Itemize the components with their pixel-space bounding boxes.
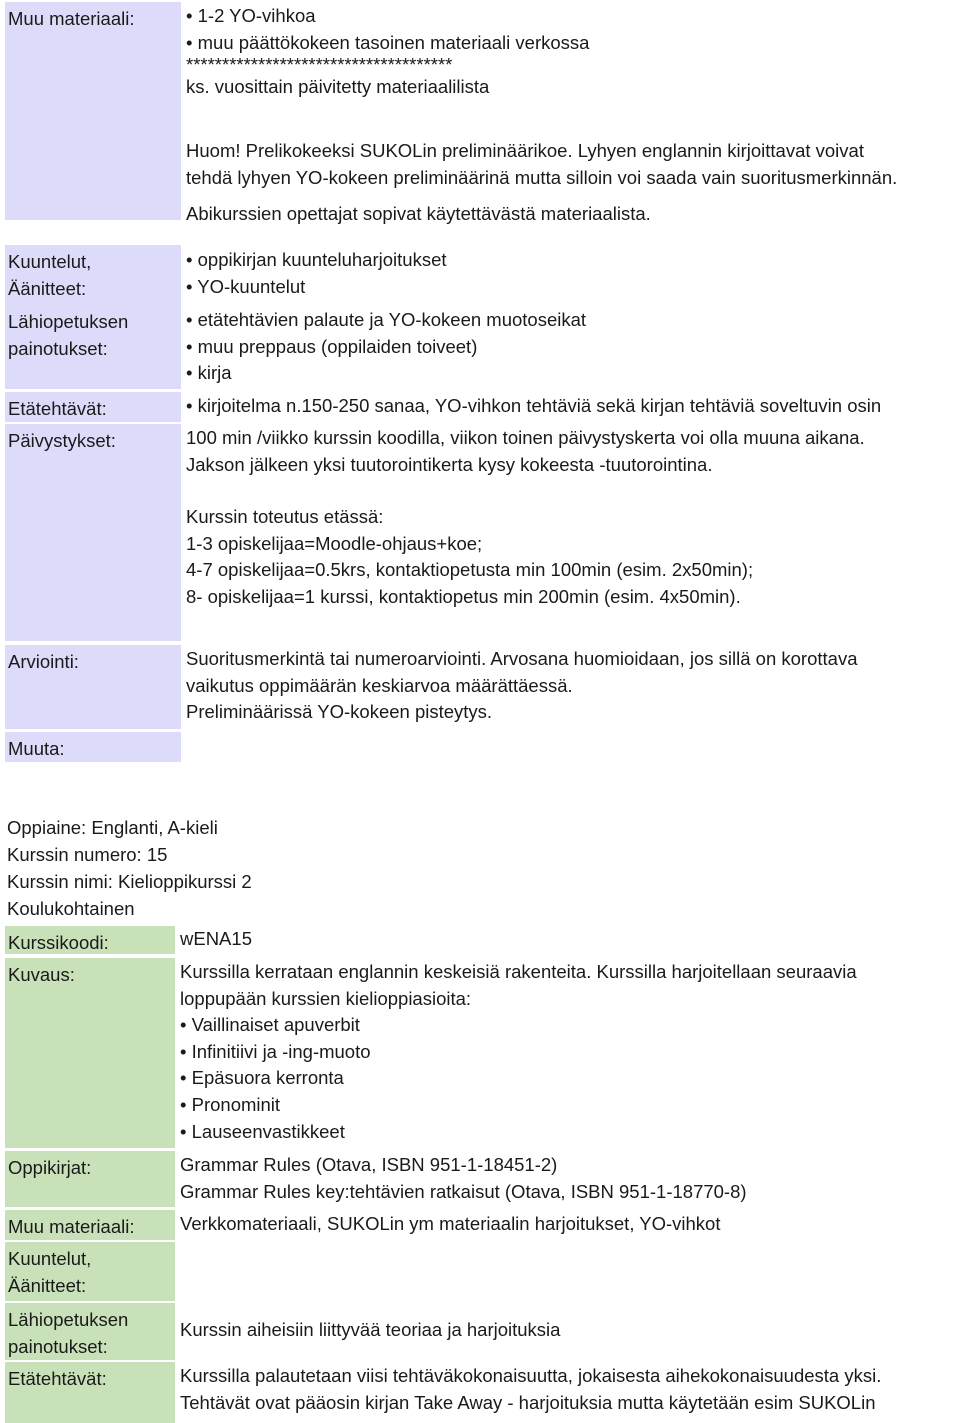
note-line: Huom! Prelikokeeksi SUKOLin preliminäärikoe. Lyhyen englannin kirjoittavat voivat [186,140,864,161]
kurssin-numero-label: Kurssin numero: [7,844,142,865]
label-text: Lähiopetuksen [8,1309,129,1330]
text-line: Tehtävät ovat pääosin kirjan Take Away - harjoituksia mutta käytetään esim SUKOLin [180,1391,876,1413]
note-line: Abikurssien opettajat sopivat käytettävästä materiaalista. [186,203,651,225]
list-item: • Infinitiivi ja -ing-muoto [180,1039,952,1066]
text-line: Grammar Rules (Otava, ISBN 951-1-18451-2) [180,1154,558,1175]
list-item: • Pronominit [180,1092,952,1119]
text-line: Kurssin toteutus etässä: [186,506,384,528]
label-text: painotukset: [8,338,108,359]
paivystykset-value [186,425,952,611]
arviointi-value [186,646,952,726]
text-line: loppupään kurssien kielioppiasioita: [180,987,472,1009]
label-muu-materiaali-2 [5,1210,175,1240]
list-item: • Lauseenvastikkeet [180,1119,952,1146]
label-text: Kuuntelut, [8,251,92,272]
label-muu-materiaali [5,2,181,220]
list-item: • Vaillinaiset apuverbit [180,1012,952,1039]
list-item: • oppikirjan kuunteluharjoitukset [186,247,952,274]
label-paivystykset [5,424,181,641]
label-lahiopetus [5,305,181,389]
muu-materiaali-value [186,3,952,101]
label-muuta [5,732,181,762]
label-text: Muu materiaali: [8,1216,135,1237]
label-text: Arviointi: [8,651,79,672]
oppikirjat-value [180,1152,952,1205]
kuvaus-value [180,959,952,1145]
label-text: Päivystykset: [8,430,116,451]
separator-stars: ************************************* [186,54,453,76]
text-line: Grammar Rules key:tehtävien ratkaisut (Otava, ISBN 951-1-18770-8) [180,1180,747,1202]
preliminary-note [186,138,952,228]
label-text: Oppikirjat: [8,1157,92,1178]
text-line: Kurssilla palautetaan viisi tehtäväkokonaisuutta, jokaisesta aihekokonaisuudesta yksi. [180,1365,882,1386]
label-text: Etätehtävät: [8,1368,107,1389]
text-line: 100 min /viikko kurssin koodilla, viikon toinen päivystyskerta voi olla muuna aikana. [186,427,865,448]
list-item: • Epäsuora kerronta [180,1065,952,1092]
koulukohtainen: Koulukohtainen [7,898,135,919]
kurssin-nimi-line [7,868,252,895]
list-item: • YO-kuuntelut [186,274,952,301]
text-line: Preliminäärissä YO-kokeen pisteytys. [186,701,493,723]
text-line: Kurssin aiheisiin liittyvää teoriaa ja harjoituksia [180,1319,561,1340]
label-text: Kuvaus: [8,964,75,985]
course-code: wENA15 [180,928,252,949]
label-text: Äänitteet: [8,278,87,299]
label-text: Kurssikoodi: [8,932,109,953]
kuuntelut-value [186,247,952,300]
label-text: Äänitteet: [8,1275,87,1296]
label-text: painotukset: [8,1336,108,1357]
list-item: • kirja [186,360,952,387]
lahiopetus-2-value [180,1317,952,1344]
material-list-note: ks. vuosittain päivitetty materiaalilista [186,76,490,98]
kurssikoodi-value [180,926,952,953]
etatehtavat-2-value [180,1363,952,1416]
oppiaine-value: Englanti, A-kieli [86,817,218,838]
kurssin-numero-line [7,841,167,868]
text-line: vaikutus oppimäärän keskiarvoa määrättäessä. [186,674,573,696]
label-text: Kuuntelut, [8,1248,92,1269]
label-arviointi [5,645,181,729]
text-line: 8- opiskelijaa=1 kurssi, kontaktiopetus min 200min (esim. 4x50min). [186,585,741,607]
text-line: Verkkomateriaali, SUKOLin ym materiaalin harjoitukset, YO-vihkot [180,1213,721,1234]
label-kuuntelut [5,245,181,305]
label-lahiopetus-2 [5,1303,175,1360]
label-kuuntelut-2 [5,1242,175,1301]
note-line: tehdä lyhyen YO-kokeen preliminäärinä mutta silloin voi saada vain suoritusmerkinnän. [186,166,898,188]
label-etatehtavat-2 [5,1362,175,1423]
label-kuvaus [5,958,175,1148]
list-item: • etätehtävien palaute ja YO-kokeen muotoseikat [186,307,952,334]
muu-materiaali-2-value [180,1211,952,1238]
label-oppikirjat [5,1151,175,1207]
list-item: • muu päättökokeen tasoinen materiaali verkossa [186,30,952,57]
label-text: Muu materiaali: [8,8,135,29]
text-line: 4-7 opiskelijaa=0.5krs, kontaktiopetusta min 100min (esim. 2x50min); [186,559,754,581]
label-text: Muuta: [8,738,65,759]
text-line [186,478,952,504]
list-item: • muu preppaus (oppilaiden toiveet) [186,334,952,361]
label-kurssikoodi [5,926,175,954]
list-item: • kirjoitelma n.150-250 sanaa, YO-vihkon tehtäviä sekä kirjan tehtäviä soveltuvin osin [186,393,952,420]
kurssin-numero-value: 15 [141,844,168,865]
label-etatehtavat [5,392,181,422]
etatehtavat-value [186,393,952,420]
text-line: Jakson jälkeen yksi tuutorointikerta kysy kokeesta -tuutorointina. [186,453,713,475]
label-text: Etätehtävät: [8,398,107,419]
label-text: Lähiopetuksen [8,311,129,332]
list-item: • 1-2 YO-vihkoa [186,3,952,30]
text-line: Suoritusmerkintä tai numeroarviointi. Arvosana huomioidaan, jos sillä on korottava [186,648,858,669]
text-line: Kurssilla kerrataan englannin keskeisiä rakenteita. Kurssilla harjoitellaan seuraavia [180,961,857,982]
kurssin-nimi-label: Kurssin nimi: [7,871,113,892]
lahiopetus-value [186,307,952,387]
oppiaine-line [7,814,218,841]
kurssin-nimi-value: Kielioppikurssi 2 [112,871,252,892]
oppiaine-label: Oppiaine: [7,817,87,838]
text-line: 1-3 opiskelijaa=Moodle-ohjaus+koe; [186,532,483,554]
